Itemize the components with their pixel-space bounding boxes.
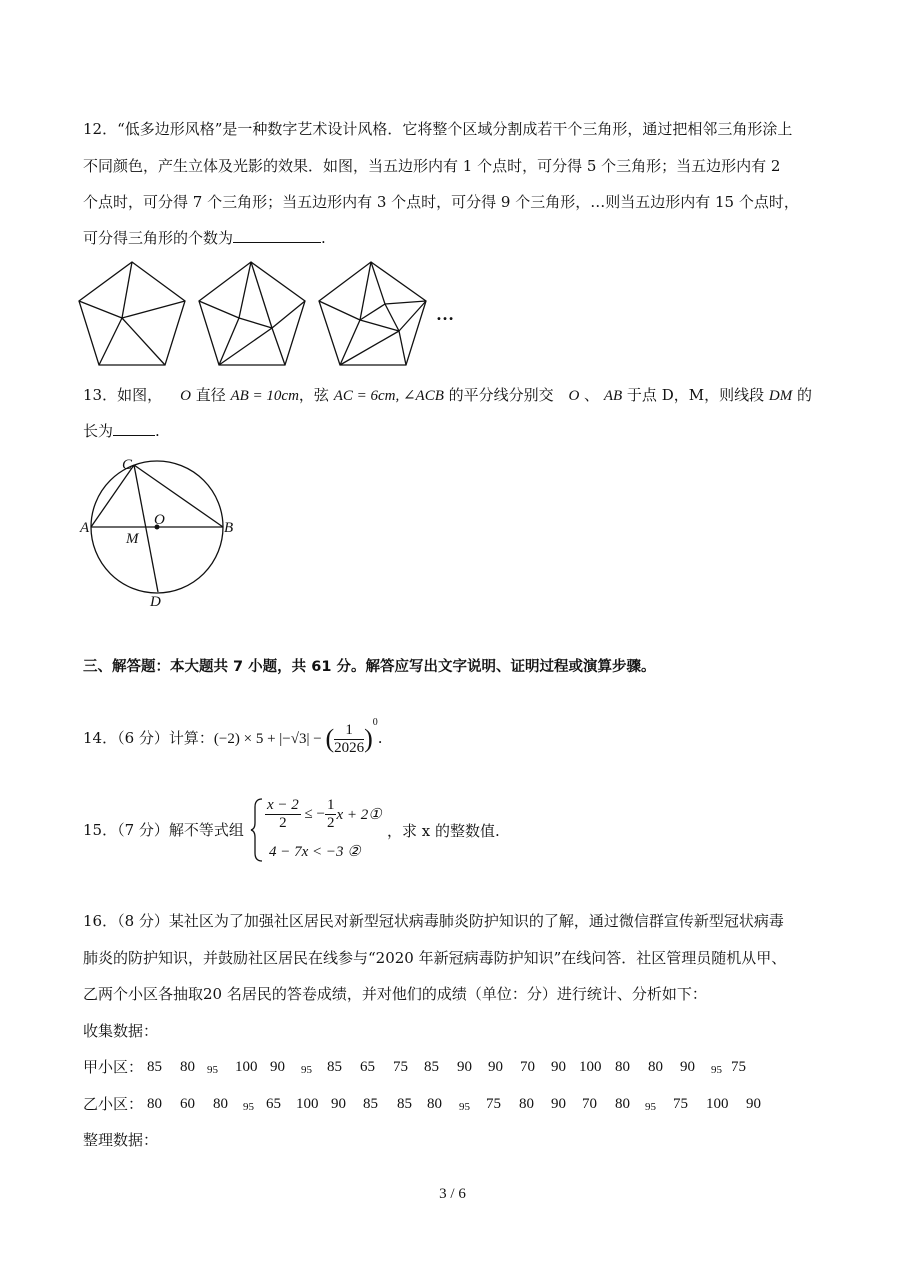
answer-blank[interactable] — [233, 228, 321, 243]
chord-ac — [91, 465, 134, 527]
jia-score-8: 65 — [360, 1059, 375, 1075]
q16-line-2: 肺炎的防护知识，并鼓励社区居民在线参与“2020 年新冠病毒防护知识”在线问答．社区管理员随机从甲、 — [83, 949, 787, 967]
page-number: 3 / 6 — [439, 1186, 466, 1202]
q13-bisector-text: 的平分线分别交 — [443, 386, 559, 404]
q14-prefix: 14．（6 分）计算： — [83, 729, 214, 747]
yi-score-12: 75 — [486, 1096, 501, 1112]
yi-label: 乙小区： — [83, 1095, 144, 1113]
yi-score-3: 80 — [213, 1096, 228, 1112]
yi-score-10: 80 — [427, 1096, 442, 1112]
yi-score-19: 100 — [706, 1096, 729, 1112]
yi-score-9: 85 — [397, 1096, 412, 1112]
yi-score-13: 80 — [519, 1096, 534, 1112]
q13-line-1 — [83, 385, 812, 406]
q15-suffix: ，求 x 的整数值. — [387, 822, 500, 840]
q16-organize-heading: 整理数据： — [83, 1131, 159, 1149]
q13-circle-figure — [78, 452, 248, 610]
q14-exponent: 0 — [372, 717, 378, 728]
jia-label: 甲小区： — [83, 1058, 144, 1076]
q13-diameter-word: 直径 — [190, 386, 231, 404]
jia-score-13: 70 — [520, 1059, 535, 1075]
section-three-heading: 三、解答题：本大题共 7 小题，共 61 分。解答应写出文字说明、证明过程或演算步骤。 — [83, 659, 656, 675]
jia-score-14: 90 — [551, 1059, 566, 1075]
yi-score-17: 95 — [645, 1101, 656, 1113]
jia-score-6: 95 — [301, 1064, 312, 1076]
q12-line-4-end: . — [321, 229, 326, 247]
jia-score-7: 85 — [327, 1059, 342, 1075]
q15-inequality-2: 4 − 7x < −3 ② — [269, 844, 361, 860]
yi-score-14: 90 — [551, 1096, 566, 1112]
jia-score-3: 95 — [207, 1064, 218, 1076]
q12-line-4 — [83, 228, 326, 248]
label-a: A — [80, 520, 90, 536]
q15-ineq1-denominator: 2 — [279, 815, 287, 831]
answer-blank-13[interactable] — [113, 421, 155, 436]
q13-line-2-end: . — [155, 422, 160, 440]
q13-line-2-text: 长为 — [83, 422, 114, 440]
label-b: B — [224, 520, 234, 536]
label-c: C — [122, 457, 133, 473]
yi-data-row — [83, 1094, 783, 1114]
label-m: M — [126, 531, 139, 547]
q13-chord-word: ，弦 — [298, 386, 334, 404]
yi-score-5: 65 — [266, 1096, 281, 1112]
q13-suffix: 的 — [792, 386, 812, 404]
q14-end: . — [377, 729, 383, 747]
yi-score-1: 80 — [147, 1096, 162, 1112]
q13-dm: DM — [768, 388, 793, 404]
jia-data-row — [83, 1057, 783, 1077]
q14-line: 14．（6 分）计算：(−2) × 5 + |−√3| − ( $\frac{1}{2026}$ )$^0$. — [83, 717, 383, 756]
jia-values — [83, 1057, 783, 1077]
q16-collect-heading: 收集数据： — [83, 1022, 159, 1040]
jia-score-12: 90 — [488, 1059, 503, 1075]
q13-circle-o: O — [180, 388, 191, 404]
q12-line-2: 不同颜色，产生立体及光影的效果．如图，当五边形内有 1 个点时，可分得 5 个三角形；当五边形内有 2 — [83, 157, 781, 175]
label-o: O — [154, 512, 165, 528]
q15-ineq1-frac-den: 2 — [326, 815, 335, 831]
yi-score-15: 70 — [582, 1096, 597, 1112]
pentagon-1 — [79, 262, 185, 365]
yi-score-6: 100 — [296, 1096, 319, 1112]
jia-score-16: 80 — [615, 1059, 630, 1075]
pentagon-1-triangulation — [79, 262, 185, 365]
yi-values — [83, 1094, 783, 1114]
q12-line-3: 个点时，可分得 7 个三角形；当五边形内有 3 个点时，可分得 9 个三角形，…则当五边形内有 15 个点时， — [83, 193, 799, 211]
yi-score-16: 80 — [615, 1096, 630, 1112]
q14-expression: (−2) × 5 + |−√3| − — [213, 731, 326, 747]
jia-score-9: 75 — [393, 1059, 408, 1075]
segment-cd — [134, 465, 158, 592]
jia-score-10: 85 — [424, 1059, 439, 1075]
yi-score-18: 75 — [673, 1096, 688, 1112]
q12-pentagon-figures — [76, 258, 476, 373]
q14-fraction: $\frac{1}{2026}$ — [334, 721, 365, 756]
q16-line-1: 16．（8 分）某社区为了加强社区居民对新型冠状病毒肺炎防护知识的了解，通过微信群宣传新型冠状病毒 — [83, 912, 784, 930]
jia-score-20: 75 — [731, 1059, 746, 1075]
q15-prefix: 15．（7 分）解不等式组 — [83, 821, 244, 839]
jia-score-5: 90 — [270, 1059, 285, 1075]
pentagon-2-triangulation — [199, 262, 305, 365]
q13-points-text: 于点 D，M，则线段 — [622, 386, 769, 404]
yi-score-20: 90 — [746, 1096, 761, 1112]
q13-eq-ab: AB = 10cm — [230, 388, 299, 404]
q12-line-1: 12．“低多边形风格”是一种数字艺术设计风格．它将整个区域分割成若干个三角形，通过把相邻三角形涂上 — [83, 120, 793, 138]
yi-score-2: 60 — [180, 1096, 195, 1112]
q13-eq-ac: AC = 6cm, ∠ACB — [333, 388, 444, 404]
q15-ineq1-tail: x + 2① — [336, 807, 382, 823]
jia-score-19: 95 — [711, 1064, 722, 1076]
q13-line-2 — [83, 421, 160, 441]
yi-score-8: 85 — [363, 1096, 378, 1112]
pentagon-ellipsis: … — [436, 304, 454, 324]
q12-line-4-text: 可分得三角形的个数为 — [83, 229, 234, 247]
q15-ineq1-frac-num: 1 — [326, 797, 335, 813]
chord-cb — [134, 465, 223, 527]
jia-score-2: 80 — [180, 1059, 195, 1075]
q15-inequality-1 — [265, 797, 382, 835]
q13-circle-o-2: O — [568, 388, 580, 404]
jia-score-17: 80 — [648, 1059, 663, 1075]
label-d: D — [150, 594, 161, 610]
jia-score-4: 100 — [235, 1059, 258, 1075]
yi-score-7: 90 — [331, 1096, 346, 1112]
jia-score-15: 100 — [579, 1059, 602, 1075]
q15-brace — [250, 797, 264, 863]
jia-score-1: 85 — [147, 1059, 162, 1075]
q13-prefix: 13．如图， — [83, 386, 163, 404]
jia-score-11: 90 — [457, 1059, 472, 1075]
yi-score-11: 95 — [459, 1101, 470, 1113]
q15-ineq1-op: ≤ − — [304, 806, 325, 822]
q15-ineq1-numerator: x − 2 — [267, 797, 299, 813]
q13-separator: 、 — [579, 386, 604, 404]
pentagon-3 — [319, 262, 426, 365]
q16-line-3: 乙两个小区各抽取20 名居民的答卷成绩，并对他们的成绩（单位：分）进行统计、分析如下： — [83, 985, 707, 1003]
q13-ab: AB — [603, 388, 623, 404]
yi-score-4: 95 — [243, 1101, 254, 1113]
jia-score-18: 90 — [680, 1059, 695, 1075]
